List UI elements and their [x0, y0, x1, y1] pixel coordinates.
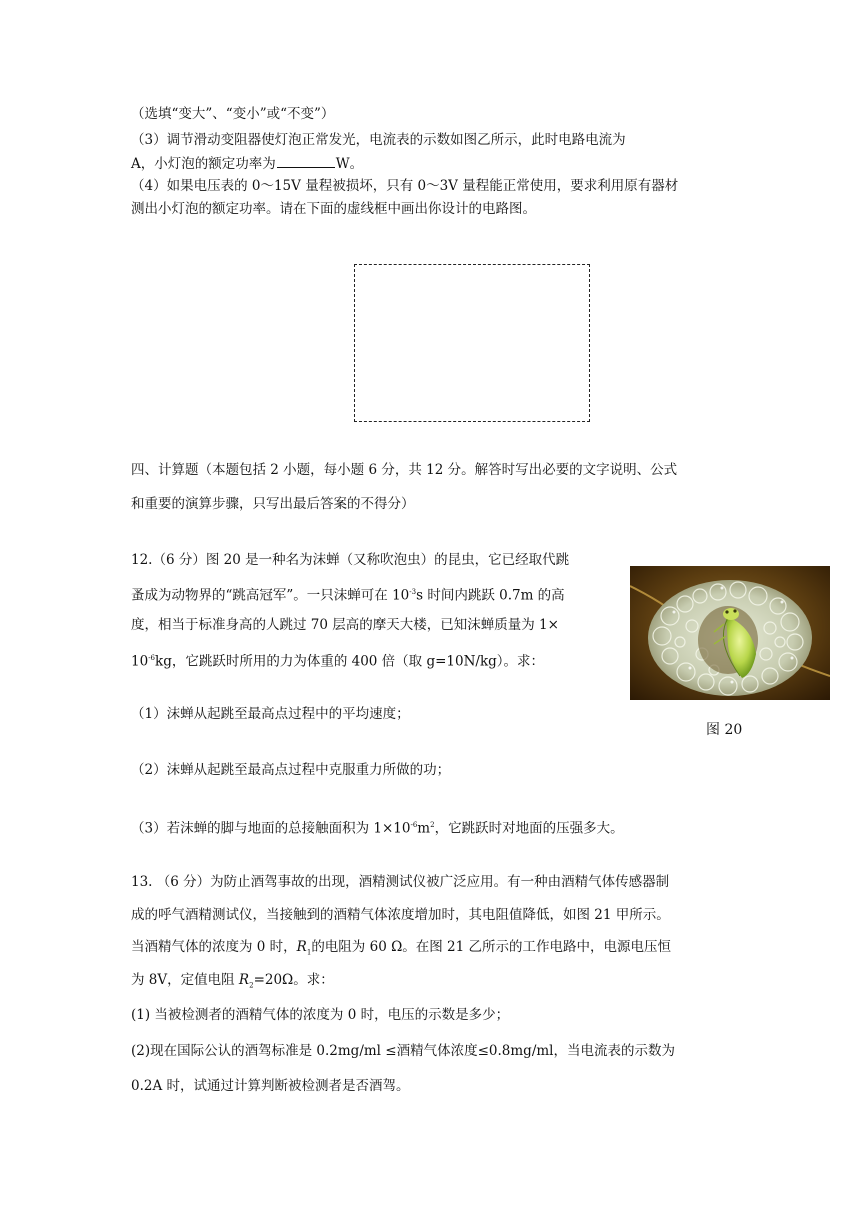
q12-line3: 度，相当于标准身高的人跳过 70 层高的摩天大楼，已知沫蝉质量为 1× [131, 617, 559, 633]
q13-line3: 当酒精气体的浓度为 0 时，$R_1$的电阻为 60 Ω。在图 21 乙所示的工作电路中，电源电压恒 [131, 939, 672, 957]
q12-sub2: （2）沫蝉从起跳至最高点过程中克服重力所做的功； [131, 762, 451, 778]
q4-line1: （4）如果电压表的 0～15V 量程被损坏，只有 0～3V 量程能正常使用，要求利用原有器材 [131, 178, 679, 194]
q12-line2: 蚤成为动物界的“跳高冠军”。一只沫蝉可在 $10^{-3}s$ 时间内跳跃 0.7m 的高 [131, 587, 565, 604]
q12-line4: $10^{-6}kg$，它跳跃时所用的力为体重的 400 倍（取 g=10N/kg）。求： [131, 653, 545, 670]
q12-sub1: （1）沫蝉从起跳至最高点过程中的平均速度； [131, 706, 410, 722]
circuit-drawing-box[interactable] [354, 264, 590, 422]
q13-sub1: (1) 当被检测者的酒精气体的浓度为 0 时，电压的示数是多少； [131, 1007, 510, 1023]
q13-line1: 13. （6 分）为防止酒驾事故的出现，酒精测试仪被广泛应用。有一种由酒精气体传感器制 [131, 874, 670, 890]
section4-title-line1: 四、计算题（本题包括 2 小题，每小题 6 分，共 12 分。解答时写出必要的文字说明、公式 [131, 462, 678, 478]
q13-line2: 成的呼气酒精测试仪，当接触到的酒精气体浓度增加时，其电阻值降低，如图 21 甲所示。 [131, 907, 670, 923]
q12-sub3: （3）若沫蝉的脚与地面的总接触面积为 $1\times 10^{-6}m^2$，它跳跃时对地面的压强多大。 [131, 820, 624, 837]
q4-line2: 测出小灯泡的额定功率。请在下面的虚线框中画出你设计的电路图。 [131, 201, 536, 217]
section4-title-line2: 和重要的演算步骤，只写出最后答案的不得分） [131, 496, 415, 512]
q3-line1: （3）调节滑动变阻器使灯泡正常发光，电流表的示数如图乙所示，此时电路电流为 [131, 132, 626, 148]
q13-sub2-cont: 0.2A 时，试通过计算判断被检测者是否酒驾。 [131, 1078, 410, 1094]
answer-blank[interactable] [277, 153, 335, 168]
q12-line1: 12.（6 分）图 20 是一种名为沫蝉（又称吹泡虫）的昆虫，它已经取代跳 [131, 552, 570, 568]
q3-line2: A，小灯泡的额定功率为 W。 [131, 153, 363, 174]
figure-caption: 图 20 [706, 722, 743, 738]
q13-sub2: (2)现在国际公认的酒驾标准是 0.2mg/ml ≤酒精气体浓度≤0.8mg/ml，当电流表的示数为 [131, 1043, 675, 1059]
froghopper-photo [630, 566, 830, 700]
q13-line4: 为 8V，定值电阻 $R_2=20\Omega$。求： [131, 972, 334, 990]
fill-hint: （选填“变大”、“变小”或“不变”） [131, 106, 335, 122]
